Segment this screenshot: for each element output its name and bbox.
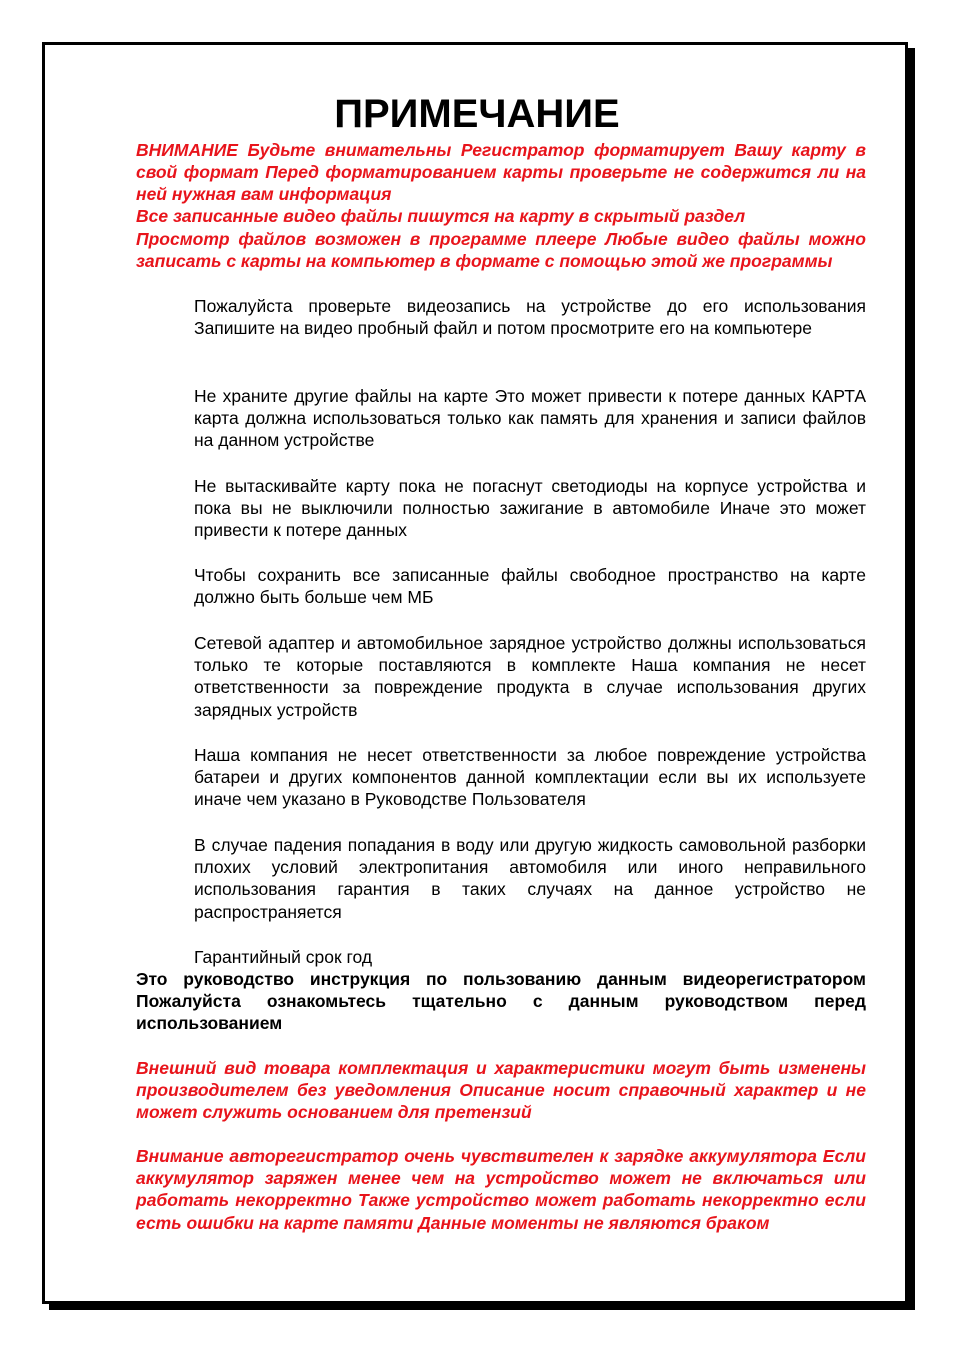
page-title: ПРИМЕЧАНИЕ <box>334 92 620 136</box>
note-remove-card: Не вытаскивайте карту пока не погаснут светодиоды на корпусе устройства и пока вы не выключили полностью зажигание в автомобиле Иначе это может привести к потере данных <box>194 476 866 541</box>
warning-appearance: Внешний вид товара комплектация и характеристики могут быть изменены производителем без уведомления Описание носит справочный характер и не может служить основанием для претензий <box>136 1058 866 1123</box>
warning-hidden-partition: Все записанные видео файлы пишутся на карту в скрытый раздел <box>136 206 746 226</box>
warning-format: ВНИМАНИЕ Будьте внимательны Регистратор форматирует Вашу карту в свой формат Перед форматированием карты проверьте не содержится ли на ней нужная вам информация <box>136 140 866 205</box>
warning-player-program: Просмотр файлов возможен в программе плеере Любые видео файлы можно записать с карты на компьютер в формате с помощью этой же программы <box>136 229 866 272</box>
note-charger: Сетевой адаптер и автомобильное зарядное устройство должны использоваться только те которые поставляются в комплекте Наша компания не несет ответственности за повреждение продукта в случае использования других зарядных устройств <box>194 633 866 720</box>
note-warranty-void: В случае падения попадания в воду или другую жидкость самовольной разборки плохих условий электропитания автомобиля или иного неправильного использования гарантия в таких случаях на данное устройство не распространяется <box>194 835 866 922</box>
manual-note: Это руководство инструкция по пользованию данным видеорегистратором Пожалуйста ознакомьтесь тщательно с данным руководством перед использованием <box>136 969 866 1034</box>
note-other-files: Не храните другие файлы на карте Это может привести к потере данных КАРТА карта должна использоваться только как память для хранения и записи файлов на данном устройстве <box>194 386 866 451</box>
note-free-space: Чтобы сохранить все записанные файлы свободное пространство на карте должно быть больше чем МБ <box>194 565 866 608</box>
note-warranty-period: Гарантийный срок год <box>194 947 373 967</box>
note-check-recording: Пожалуйста проверьте видеозапись на устройстве до его использования Запишите на видео пробный файл и потом просмотрите его на компьютере <box>194 296 866 339</box>
note-liability: Наша компания не несет ответственности за любое повреждение устройства батареи и других компонентов данной комплектации если вы их используете иначе чем указано в Руководстве Пользователя <box>194 745 866 810</box>
warning-battery: Внимание авторегистратор очень чувствителен к зарядке аккумулятора Если аккумулятор заряжен менее чем на устройство может не включаться или работать некорректно Также устройство может работать некорректно если есть ошибки на карте памяти Данные моменты не являются браком <box>136 1146 866 1233</box>
